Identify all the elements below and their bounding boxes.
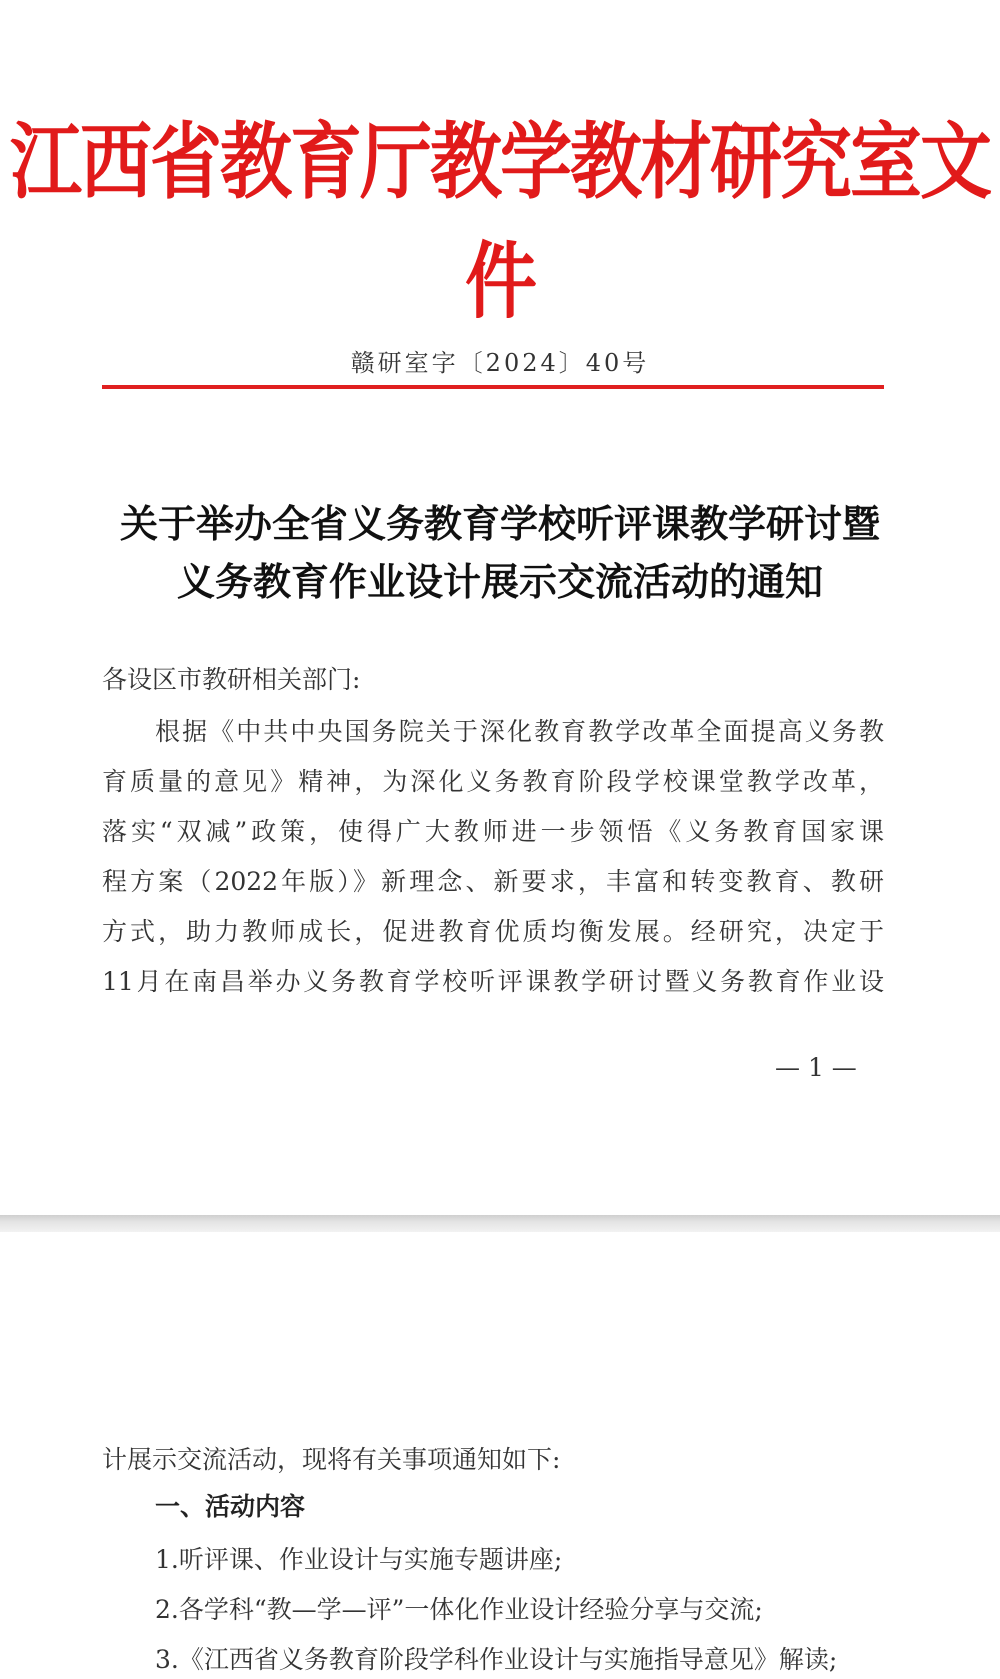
body-line-5: 方式，助力教师成长，促进教育优质均衡发展。经研究，决定于 <box>102 917 884 946</box>
notice-title <box>0 495 1000 611</box>
list-item: 3.《江西省义务教育阶段学科作业设计与实施指导意见》解读; <box>155 1645 838 1674</box>
document-number: 赣研室字〔2024〕40号 <box>350 349 650 377</box>
page-number: — 1 — <box>775 1053 857 1082</box>
list-item: 1.听评课、作业设计与实施专题讲座; <box>155 1545 563 1574</box>
red-separator-line <box>102 385 884 389</box>
body-line-3: 落实“双减”政策，使得广大教师进一步领悟《义务教育国家课 <box>102 817 884 846</box>
list-item: 2.各学科“教—学—评”一体化作业设计经验分享与交流; <box>155 1595 763 1624</box>
body-line-1: 根据《中共中央国务院关于深化教育教学改革全面提高义务教 <box>155 717 884 746</box>
body-line-2: 育质量的意见》精神，为深化义务教育阶段学校课堂教学改革， <box>102 767 884 796</box>
salutation: 各设区市教研相关部门: <box>102 665 361 694</box>
document-header-title: 江西省教育厅教学教材研究室文件 <box>9 113 990 330</box>
body-line-6: 11月在南昌举办义务教育学校听评课教学研讨暨义务教育作业设 <box>102 967 884 996</box>
notice-title-line-1: 关于举办全省义务教育学校听评课教学研讨暨 <box>119 501 880 546</box>
page-divider <box>0 1215 1000 1232</box>
body-line-4: 程方案（2022年版）》新理念、新要求，丰富和转变教育、教研 <box>102 867 884 896</box>
section-heading: 一、活动内容 <box>155 1492 306 1521</box>
notice-title-line-2: 义务教育作业设计展示交流活动的通知 <box>176 559 823 604</box>
continuation-line: 计展示交流活动，现将有关事项通知如下: <box>102 1445 561 1474</box>
